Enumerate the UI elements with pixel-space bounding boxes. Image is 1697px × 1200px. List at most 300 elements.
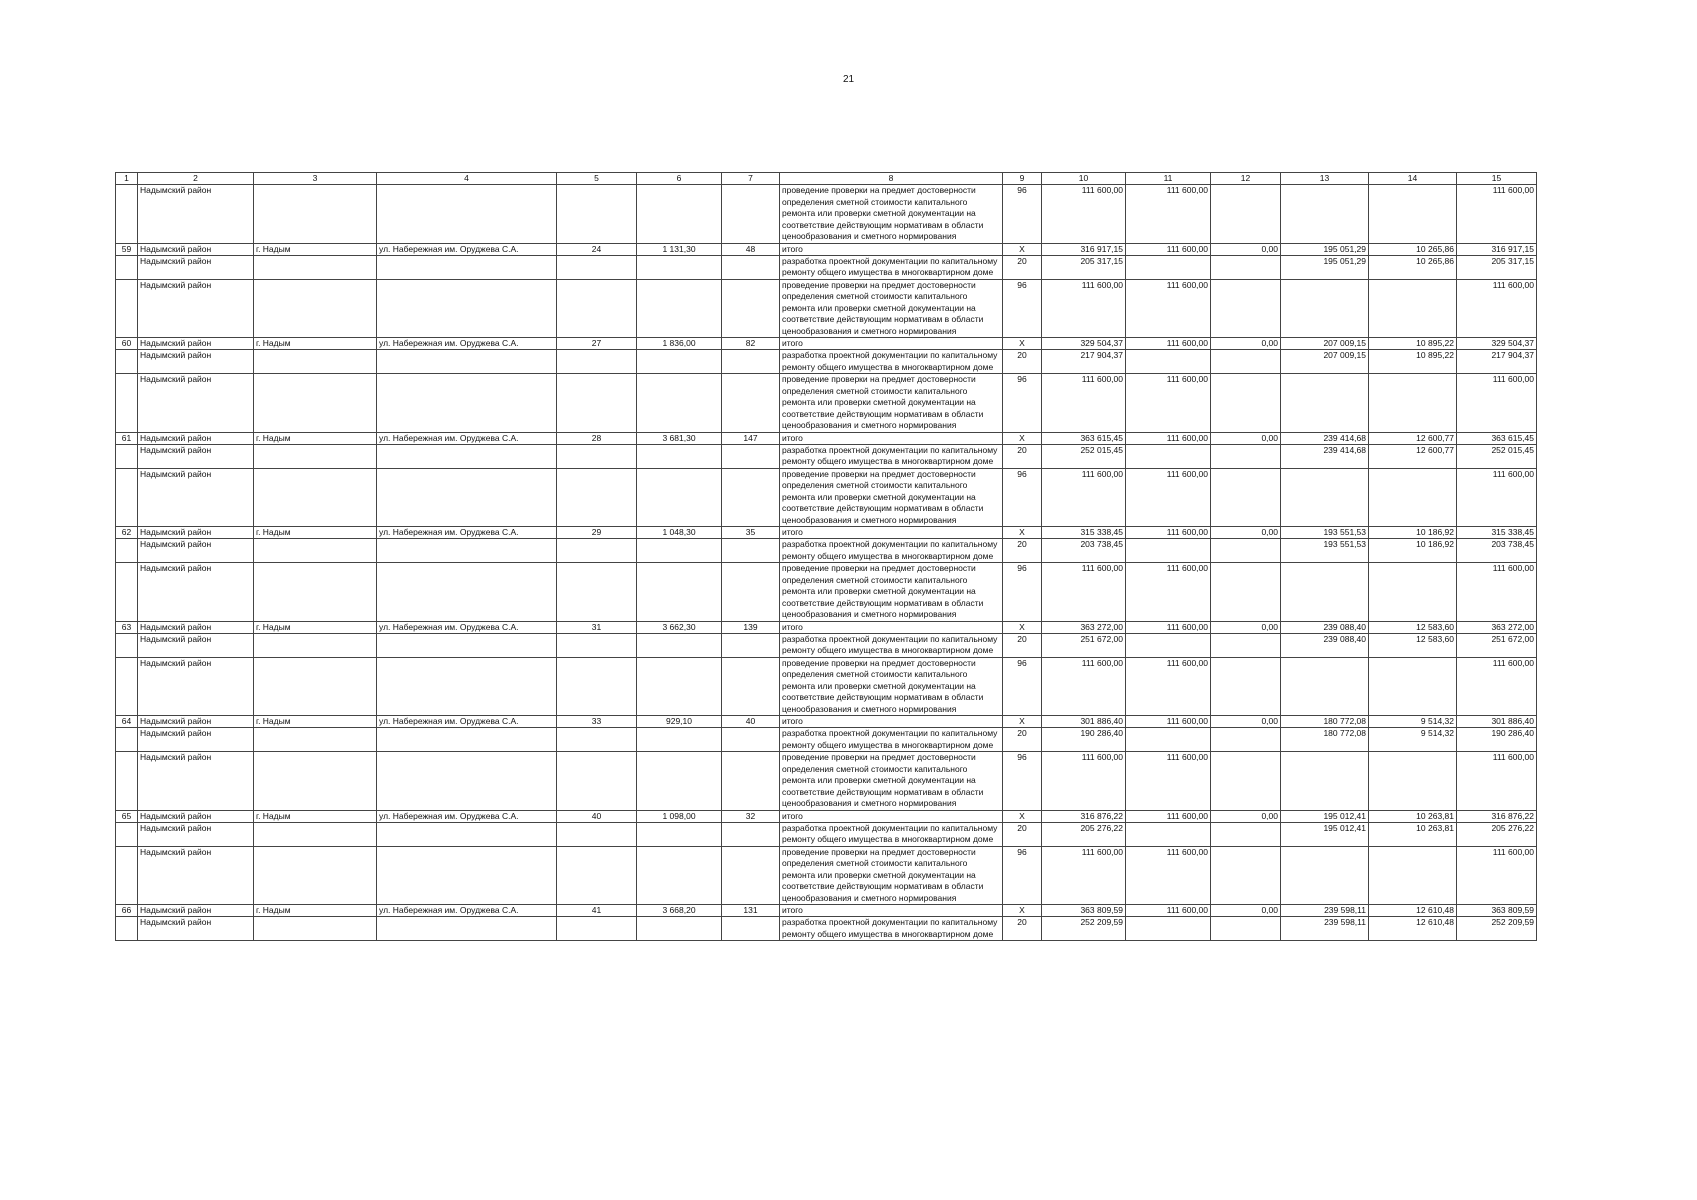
cell-row-number — [116, 633, 138, 657]
cell-house-number: 40 — [557, 810, 637, 822]
cell-work-code: 96 — [1003, 468, 1042, 527]
cell-row-number: 66 — [116, 905, 138, 917]
cell-district: Надымский район — [138, 822, 254, 846]
table-row-total — [116, 527, 1537, 539]
cell-total-cost: 315 338,45 — [1042, 527, 1126, 539]
cell-residents — [722, 185, 780, 244]
cell-city — [254, 468, 377, 527]
cell-owners-cost — [1281, 185, 1369, 244]
cell-owners-cost — [1281, 752, 1369, 811]
cell-work-type: проведение проверки на предмет достоверности определения сметной стоимости капитального ремонта или проверки сметной документации на соответствие действующим нормативам в области ценообразования и сметного нормирования — [780, 185, 1003, 244]
cell-house-number: 29 — [557, 527, 637, 539]
cell-address: ул. Набережная им. Оруджева С.А. — [377, 716, 557, 728]
column-header-12: 12 — [1211, 173, 1281, 185]
cell-fund-cost: 111 600,00 — [1126, 279, 1211, 338]
cell-residents — [722, 255, 780, 279]
cell-budget-cost: 0,00 — [1211, 905, 1281, 917]
cell-house-number: 41 — [557, 905, 637, 917]
cell-residents: 35 — [722, 527, 780, 539]
cell-district: Надымский район — [138, 810, 254, 822]
cell-owners-cost: 180 772,08 — [1281, 728, 1369, 752]
cell-grand-total: 205 317,15 — [1457, 255, 1537, 279]
cell-work-code: 20 — [1003, 255, 1042, 279]
cell-grand-total: 111 600,00 — [1457, 185, 1537, 244]
cell-grand-total: 251 672,00 — [1457, 633, 1537, 657]
cell-budget-cost — [1211, 563, 1281, 622]
cell-work-type: проведение проверки на предмет достоверности определения сметной стоимости капитального ремонта или проверки сметной документации на соответствие действующим нормативам в области ценообразования и сметного нормирования — [780, 563, 1003, 622]
cell-owners-cost: 193 551,53 — [1281, 527, 1369, 539]
table-row-detail — [116, 444, 1537, 468]
column-header-6: 6 — [637, 173, 722, 185]
cell-fund-cost: 111 600,00 — [1126, 243, 1211, 255]
cell-district: Надымский район — [138, 917, 254, 941]
cell-fund-cost: 111 600,00 — [1126, 468, 1211, 527]
cell-row-number — [116, 752, 138, 811]
cell-address — [377, 255, 557, 279]
cell-row-number — [116, 657, 138, 716]
cell-address: ул. Набережная им. Оруджева С.А. — [377, 338, 557, 350]
cell-total-cost: 252 015,45 — [1042, 444, 1126, 468]
cell-row-number — [116, 539, 138, 563]
cell-district: Надымский район — [138, 905, 254, 917]
cell-work-type: разработка проектной документации по капитальному ремонту общего имущества в многоквартирном доме — [780, 822, 1003, 846]
cell-area: 1 048,30 — [637, 527, 722, 539]
cell-row-number: 61 — [116, 432, 138, 444]
cell-other-cost: 10 265,86 — [1369, 243, 1457, 255]
cell-budget-cost: 0,00 — [1211, 621, 1281, 633]
cell-work-type: итого — [780, 716, 1003, 728]
cell-owners-cost: 239 598,11 — [1281, 905, 1369, 917]
cell-district: Надымский район — [138, 185, 254, 244]
cell-fund-cost: 111 600,00 — [1126, 905, 1211, 917]
cell-area — [637, 728, 722, 752]
cell-grand-total: 363 615,45 — [1457, 432, 1537, 444]
column-header-4: 4 — [377, 173, 557, 185]
cell-fund-cost — [1126, 917, 1211, 941]
column-header-13: 13 — [1281, 173, 1369, 185]
cell-residents: 48 — [722, 243, 780, 255]
cell-fund-cost — [1126, 822, 1211, 846]
cell-house-number — [557, 657, 637, 716]
cell-address — [377, 752, 557, 811]
cell-residents: 40 — [722, 716, 780, 728]
cell-city — [254, 350, 377, 374]
cell-other-cost: 10 263,81 — [1369, 810, 1457, 822]
cell-budget-cost: 0,00 — [1211, 338, 1281, 350]
cell-total-cost: 190 286,40 — [1042, 728, 1126, 752]
cell-grand-total: 252 015,45 — [1457, 444, 1537, 468]
cell-residents — [722, 468, 780, 527]
cell-city — [254, 185, 377, 244]
cell-total-cost: 111 600,00 — [1042, 752, 1126, 811]
cell-address — [377, 917, 557, 941]
cell-address: ул. Набережная им. Оруджева С.А. — [377, 243, 557, 255]
cell-grand-total: 316 876,22 — [1457, 810, 1537, 822]
cell-total-cost: 251 672,00 — [1042, 633, 1126, 657]
cell-area — [637, 374, 722, 433]
cell-district: Надымский район — [138, 563, 254, 622]
cell-district: Надымский район — [138, 444, 254, 468]
column-header-14: 14 — [1369, 173, 1457, 185]
cell-other-cost: 10 186,92 — [1369, 539, 1457, 563]
cell-budget-cost — [1211, 444, 1281, 468]
column-header-8: 8 — [780, 173, 1003, 185]
cell-house-number: 28 — [557, 432, 637, 444]
cell-owners-cost: 193 551,53 — [1281, 539, 1369, 563]
cell-residents: 147 — [722, 432, 780, 444]
table-row-detail — [116, 350, 1537, 374]
cell-address — [377, 728, 557, 752]
cell-grand-total: 363 272,00 — [1457, 621, 1537, 633]
cell-total-cost: 111 600,00 — [1042, 657, 1126, 716]
cell-budget-cost — [1211, 752, 1281, 811]
cell-house-number: 24 — [557, 243, 637, 255]
cell-work-code: X — [1003, 432, 1042, 444]
cell-total-cost: 329 504,37 — [1042, 338, 1126, 350]
table-row-detail — [116, 633, 1537, 657]
cell-city — [254, 846, 377, 905]
cell-grand-total: 301 886,40 — [1457, 716, 1537, 728]
cell-other-cost: 12 583,60 — [1369, 633, 1457, 657]
cell-district: Надымский район — [138, 255, 254, 279]
cell-budget-cost — [1211, 279, 1281, 338]
cell-work-code: 20 — [1003, 444, 1042, 468]
cell-work-type: проведение проверки на предмет достоверности определения сметной стоимости капитального ремонта или проверки сметной документации на соответствие действующим нормативам в области ценообразования и сметного нормирования — [780, 279, 1003, 338]
cell-district: Надымский район — [138, 432, 254, 444]
cell-other-cost: 10 265,86 — [1369, 255, 1457, 279]
table-row-total — [116, 716, 1537, 728]
cell-district: Надымский район — [138, 350, 254, 374]
cell-area — [637, 563, 722, 622]
cell-area — [637, 917, 722, 941]
cell-address — [377, 185, 557, 244]
cell-owners-cost: 180 772,08 — [1281, 716, 1369, 728]
cell-total-cost: 316 876,22 — [1042, 810, 1126, 822]
cell-grand-total: 252 209,59 — [1457, 917, 1537, 941]
cell-house-number — [557, 563, 637, 622]
cell-area — [637, 350, 722, 374]
cell-row-number — [116, 822, 138, 846]
cell-work-type: итого — [780, 810, 1003, 822]
cell-owners-cost — [1281, 374, 1369, 433]
cell-other-cost: 12 610,48 — [1369, 917, 1457, 941]
cell-total-cost: 111 600,00 — [1042, 279, 1126, 338]
cell-fund-cost: 111 600,00 — [1126, 657, 1211, 716]
cell-work-code: X — [1003, 621, 1042, 633]
cell-total-cost: 111 600,00 — [1042, 374, 1126, 433]
cell-budget-cost: 0,00 — [1211, 432, 1281, 444]
cell-grand-total: 111 600,00 — [1457, 846, 1537, 905]
cell-work-type: разработка проектной документации по капитальному ремонту общего имущества в многоквартирном доме — [780, 350, 1003, 374]
cell-budget-cost — [1211, 350, 1281, 374]
table-row-detail — [116, 563, 1537, 622]
cell-row-number — [116, 374, 138, 433]
cell-row-number — [116, 468, 138, 527]
cell-budget-cost — [1211, 539, 1281, 563]
cell-address — [377, 374, 557, 433]
cell-grand-total: 363 809,59 — [1457, 905, 1537, 917]
cell-work-code: 20 — [1003, 822, 1042, 846]
cell-work-type: разработка проектной документации по капитальному ремонту общего имущества в многоквартирном доме — [780, 444, 1003, 468]
cell-area — [637, 633, 722, 657]
cell-house-number — [557, 917, 637, 941]
cell-work-code: 96 — [1003, 563, 1042, 622]
cell-total-cost: 301 886,40 — [1042, 716, 1126, 728]
cell-address — [377, 822, 557, 846]
cell-fund-cost — [1126, 633, 1211, 657]
cell-area — [637, 255, 722, 279]
cell-other-cost: 10 263,81 — [1369, 822, 1457, 846]
cell-budget-cost — [1211, 374, 1281, 433]
cell-house-number — [557, 633, 637, 657]
column-header-10: 10 — [1042, 173, 1126, 185]
cell-work-code: 20 — [1003, 633, 1042, 657]
cell-city — [254, 255, 377, 279]
cell-fund-cost: 111 600,00 — [1126, 752, 1211, 811]
cell-grand-total: 111 600,00 — [1457, 279, 1537, 338]
cell-grand-total: 315 338,45 — [1457, 527, 1537, 539]
cell-city — [254, 657, 377, 716]
cell-owners-cost: 195 012,41 — [1281, 810, 1369, 822]
cell-city: г. Надым — [254, 338, 377, 350]
cell-other-cost: 9 514,32 — [1369, 728, 1457, 752]
cell-other-cost: 10 186,92 — [1369, 527, 1457, 539]
cell-owners-cost: 207 009,15 — [1281, 338, 1369, 350]
cell-grand-total: 205 276,22 — [1457, 822, 1537, 846]
cell-work-code: X — [1003, 716, 1042, 728]
column-header-9: 9 — [1003, 173, 1042, 185]
cell-city — [254, 728, 377, 752]
cell-house-number — [557, 752, 637, 811]
cell-total-cost: 217 904,37 — [1042, 350, 1126, 374]
cell-address: ул. Набережная им. Оруджева С.А. — [377, 905, 557, 917]
cell-work-type: итого — [780, 527, 1003, 539]
cell-other-cost — [1369, 657, 1457, 716]
column-header-11: 11 — [1126, 173, 1211, 185]
cell-other-cost: 12 610,48 — [1369, 905, 1457, 917]
table-row-total — [116, 338, 1537, 350]
cell-budget-cost: 0,00 — [1211, 810, 1281, 822]
table-row-detail — [116, 822, 1537, 846]
cell-grand-total: 111 600,00 — [1457, 468, 1537, 527]
cell-house-number — [557, 846, 637, 905]
cell-area — [637, 185, 722, 244]
cell-address: ул. Набережная им. Оруджева С.А. — [377, 810, 557, 822]
cell-residents — [722, 539, 780, 563]
cell-grand-total: 111 600,00 — [1457, 563, 1537, 622]
cell-total-cost: 111 600,00 — [1042, 468, 1126, 527]
cell-area — [637, 657, 722, 716]
cell-work-type: проведение проверки на предмет достоверности определения сметной стоимости капитального ремонта или проверки сметной документации на соответствие действующим нормативам в области ценообразования и сметного нормирования — [780, 752, 1003, 811]
table-row-detail — [116, 185, 1537, 244]
cell-address: ул. Набережная им. Оруджева С.А. — [377, 621, 557, 633]
cell-grand-total: 111 600,00 — [1457, 752, 1537, 811]
cell-work-type: разработка проектной документации по капитальному ремонту общего имущества в многоквартирном доме — [780, 633, 1003, 657]
cell-area: 3 668,20 — [637, 905, 722, 917]
cell-area — [637, 846, 722, 905]
table-body — [116, 185, 1537, 941]
cell-work-code: X — [1003, 810, 1042, 822]
table-row-detail — [116, 374, 1537, 433]
cell-house-number — [557, 444, 637, 468]
cell-address — [377, 444, 557, 468]
cell-city — [254, 563, 377, 622]
cell-row-number — [116, 917, 138, 941]
cell-district: Надымский район — [138, 633, 254, 657]
cell-city: г. Надым — [254, 432, 377, 444]
cell-work-type: проведение проверки на предмет достоверности определения сметной стоимости капитального ремонта или проверки сметной документации на соответствие действующим нормативам в области ценообразования и сметного нормирования — [780, 374, 1003, 433]
cell-address — [377, 846, 557, 905]
cell-owners-cost: 239 598,11 — [1281, 917, 1369, 941]
cell-work-type: итого — [780, 243, 1003, 255]
cell-work-code: X — [1003, 527, 1042, 539]
table-row-detail — [116, 279, 1537, 338]
cell-other-cost: 10 895,22 — [1369, 350, 1457, 374]
cell-work-type: проведение проверки на предмет достоверности определения сметной стоимости капитального ремонта или проверки сметной документации на соответствие действующим нормативам в области ценообразования и сметного нормирования — [780, 468, 1003, 527]
cell-city — [254, 752, 377, 811]
cell-work-code: 96 — [1003, 657, 1042, 716]
cell-fund-cost: 111 600,00 — [1126, 846, 1211, 905]
cell-residents — [722, 822, 780, 846]
cell-residents: 139 — [722, 621, 780, 633]
cell-district: Надымский район — [138, 527, 254, 539]
cell-house-number — [557, 185, 637, 244]
cell-residents: 32 — [722, 810, 780, 822]
cell-work-type: проведение проверки на предмет достоверности определения сметной стоимости капитального ремонта или проверки сметной документации на соответствие действующим нормативам в области ценообразования и сметного нормирования — [780, 846, 1003, 905]
cell-work-type: проведение проверки на предмет достоверности определения сметной стоимости капитального ремонта или проверки сметной документации на соответствие действующим нормативам в области ценообразования и сметного нормирования — [780, 657, 1003, 716]
cell-district: Надымский район — [138, 728, 254, 752]
cell-row-number: 60 — [116, 338, 138, 350]
cell-other-cost — [1369, 374, 1457, 433]
cell-total-cost: 252 209,59 — [1042, 917, 1126, 941]
cell-work-type: итого — [780, 432, 1003, 444]
cell-house-number — [557, 279, 637, 338]
cell-area — [637, 539, 722, 563]
cell-row-number — [116, 185, 138, 244]
cell-budget-cost — [1211, 917, 1281, 941]
cell-city — [254, 917, 377, 941]
cell-owners-cost — [1281, 563, 1369, 622]
table-row-detail — [116, 752, 1537, 811]
cell-residents — [722, 444, 780, 468]
cell-city: г. Надым — [254, 810, 377, 822]
cell-city: г. Надым — [254, 243, 377, 255]
table-row-total — [116, 243, 1537, 255]
cell-work-type: итого — [780, 621, 1003, 633]
cell-other-cost: 12 583,60 — [1369, 621, 1457, 633]
column-header-3: 3 — [254, 173, 377, 185]
cell-row-number: 59 — [116, 243, 138, 255]
cell-address: ул. Набережная им. Оруджева С.А. — [377, 527, 557, 539]
cell-work-code: X — [1003, 338, 1042, 350]
cell-area: 3 662,30 — [637, 621, 722, 633]
cell-residents — [722, 374, 780, 433]
cell-district: Надымский район — [138, 468, 254, 527]
cell-house-number — [557, 374, 637, 433]
cell-residents — [722, 633, 780, 657]
cell-fund-cost: 111 600,00 — [1126, 432, 1211, 444]
cell-other-cost — [1369, 846, 1457, 905]
cell-address — [377, 468, 557, 527]
cell-address — [377, 633, 557, 657]
cell-other-cost — [1369, 468, 1457, 527]
cell-work-type: разработка проектной документации по капитальному ремонту общего имущества в многоквартирном доме — [780, 255, 1003, 279]
table-row-detail — [116, 468, 1537, 527]
cell-residents — [722, 350, 780, 374]
cell-fund-cost: 111 600,00 — [1126, 621, 1211, 633]
cell-area — [637, 468, 722, 527]
cell-grand-total: 111 600,00 — [1457, 657, 1537, 716]
cell-city — [254, 279, 377, 338]
cell-house-number: 33 — [557, 716, 637, 728]
cell-work-code: 96 — [1003, 752, 1042, 811]
cell-district: Надымский район — [138, 716, 254, 728]
page-number: 21 — [842, 74, 855, 85]
cell-owners-cost: 207 009,15 — [1281, 350, 1369, 374]
cell-grand-total: 329 504,37 — [1457, 338, 1537, 350]
cell-other-cost — [1369, 752, 1457, 811]
cell-house-number — [557, 728, 637, 752]
cell-budget-cost: 0,00 — [1211, 716, 1281, 728]
table-row-detail — [116, 728, 1537, 752]
table-row-detail — [116, 917, 1537, 941]
table-row-detail — [116, 657, 1537, 716]
cell-budget-cost — [1211, 468, 1281, 527]
cell-owners-cost: 195 051,29 — [1281, 255, 1369, 279]
cell-city: г. Надым — [254, 905, 377, 917]
cell-budget-cost: 0,00 — [1211, 243, 1281, 255]
cell-residents: 131 — [722, 905, 780, 917]
cell-total-cost: 363 809,59 — [1042, 905, 1126, 917]
cell-work-type: итого — [780, 338, 1003, 350]
cell-row-number — [116, 350, 138, 374]
cell-house-number — [557, 255, 637, 279]
cell-residents — [722, 752, 780, 811]
cell-house-number — [557, 822, 637, 846]
cell-total-cost: 363 272,00 — [1042, 621, 1126, 633]
cell-total-cost: 111 600,00 — [1042, 185, 1126, 244]
cell-work-type: итого — [780, 905, 1003, 917]
cell-area: 3 681,30 — [637, 432, 722, 444]
cell-other-cost — [1369, 279, 1457, 338]
cell-total-cost: 111 600,00 — [1042, 563, 1126, 622]
cell-city: г. Надым — [254, 621, 377, 633]
cell-total-cost: 205 276,22 — [1042, 822, 1126, 846]
cell-address: ул. Набережная им. Оруджева С.А. — [377, 432, 557, 444]
cell-city — [254, 633, 377, 657]
cell-area — [637, 444, 722, 468]
cell-grand-total: 203 738,45 — [1457, 539, 1537, 563]
cell-other-cost: 9 514,32 — [1369, 716, 1457, 728]
cell-district: Надымский район — [138, 621, 254, 633]
cell-owners-cost: 239 088,40 — [1281, 621, 1369, 633]
cell-row-number — [116, 444, 138, 468]
cell-owners-cost: 195 012,41 — [1281, 822, 1369, 846]
cell-total-cost: 205 317,15 — [1042, 255, 1126, 279]
cell-work-code: 20 — [1003, 539, 1042, 563]
cell-address — [377, 657, 557, 716]
cell-work-code: 96 — [1003, 374, 1042, 433]
cell-other-cost: 12 600,77 — [1369, 432, 1457, 444]
cell-owners-cost: 195 051,29 — [1281, 243, 1369, 255]
cell-budget-cost — [1211, 633, 1281, 657]
cell-residents — [722, 728, 780, 752]
cell-area: 929,10 — [637, 716, 722, 728]
cell-row-number — [116, 255, 138, 279]
cell-work-code: X — [1003, 243, 1042, 255]
cell-budget-cost — [1211, 846, 1281, 905]
cell-work-code: 96 — [1003, 279, 1042, 338]
